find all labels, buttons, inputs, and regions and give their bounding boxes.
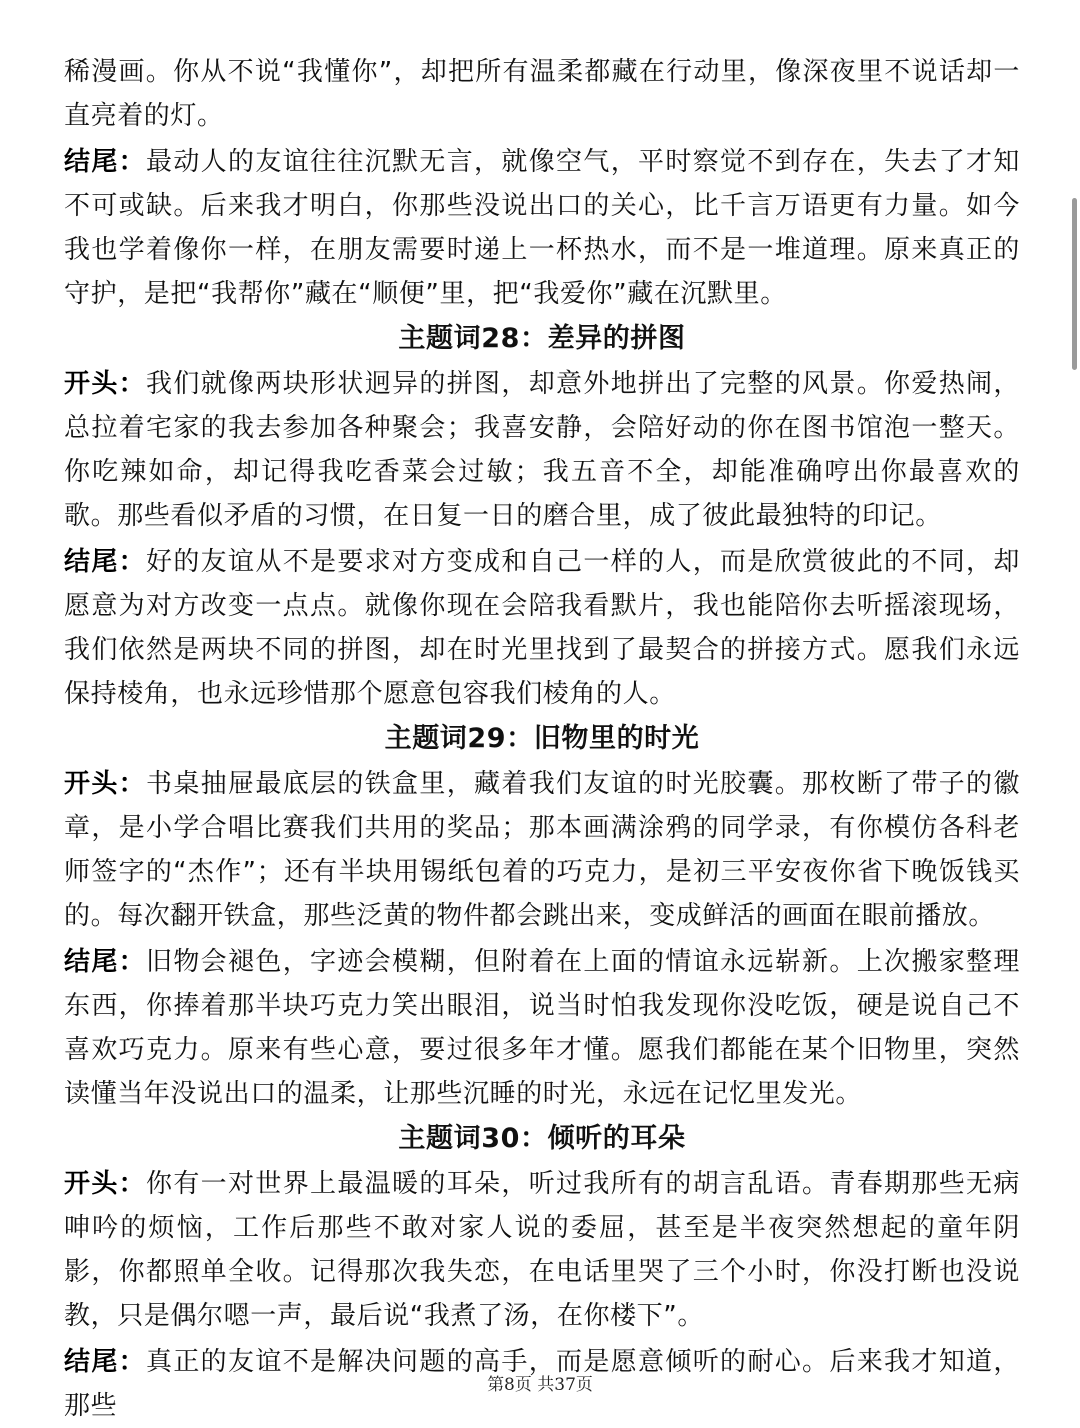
opening-label: 开头： (64, 1169, 147, 1199)
paragraph-text: 旧物会褪色，字迹会模糊，但附着在上面的情谊永远崭新。上次搬家整理东西，你捧着那半块巧克力笑出眼泪，说当时怕我发现你没吃饭，硬是说自己不喜欢巧克力。原来有些心意，要过很多年才懂。愿我们都能在某个旧物里，突然读懂当年没说出口的温柔，让那些沉睡的时光，永远在记忆里发光。 (64, 947, 1020, 1109)
paragraph-text: 真正的友谊不是解决问题的高手，而是愿意倾听的耐心。后来我才知道，那些 (64, 1347, 1020, 1421)
paragraph-27-opening-tail (64, 50, 1020, 138)
section-heading-29: 主题词29：旧物里的时光 (384, 723, 700, 754)
page-number-footer: 第8页 共37页 (487, 1375, 593, 1395)
paragraph-text: 书桌抽屉最底层的铁盒里，藏着我们友谊的时光胶囊。那枚断了带子的徽章，是小学合唱比赛我们共用的奖品；那本画满涂鸦的同学录，有你模仿各科老师签字的“杰作”；还有半块用锡纸包着的巧克力，是初三平安夜你省下晚饭钱买的。每次翻开铁盒，那些泛黄的物件都会跳出来，变成鲜活的画面在眼前播放。 (64, 769, 1020, 931)
paragraph-29-ending (64, 940, 1020, 1116)
paragraph-text: 好的友谊从不是要求对方变成和自己一样的人，而是欣赏彼此的不同，却愿意为对方改变一点点。就像你现在会陪我看默片，我也能陪你去听摇滚现场，我们依然是两块不同的拼图，却在时光里找到了最契合的拼接方式。愿我们永远保持棱角，也永远珍惜那个愿意包容我们棱角的人。 (64, 547, 1020, 709)
paragraph-28-ending (64, 540, 1020, 716)
vertical-scrollbar[interactable] (1068, 0, 1080, 1416)
paragraph-text: 最动人的友谊往往沉默无言，就像空气，平时察觉不到存在，失去了才知不可或缺。后来我才明白，你那些没说出口的关心，比千言万语更有力量。如今我也学着像你一样，在朋友需要时递上一杯热水，而不是一堆道理。原来真正的守护，是把“我帮你”藏在“顺便”里，把“我爱你”藏在沉默里。 (64, 147, 1020, 309)
paragraph-text: 我们就像两块形状迥异的拼图，却意外地拼出了完整的风景。你爱热闹，总拉着宅家的我去参加各种聚会；我喜安静，会陪好动的你在图书馆泡一整天。你吃辣如命，却记得我吃香菜会过敏；我五音不全，却能准确哼出你最喜欢的歌。那些看似矛盾的习惯，在日复一日的磨合里，成了彼此最独特的印记。 (64, 369, 1020, 531)
opening-label: 开头： (64, 369, 147, 399)
paragraph-28-opening (64, 362, 1020, 538)
paragraph-text: 稀漫画。你从不说“我懂你”，却把所有温柔都藏在行动里，像深夜里不说话却一直亮着的灯。 (64, 57, 1020, 131)
ending-label: 结尾： (64, 1347, 147, 1377)
ending-label: 结尾： (64, 147, 147, 177)
paragraph-text: 你有一对世界上最温暖的耳朵，听过我所有的胡言乱语。青春期那些无病呻吟的烦恼，工作后那些不敢对家人说的委屈，甚至是半夜突然想起的童年阴影，你都照单全收。记得那次我失恋，在电话里哭了三个小时，你没打断也没说教，只是偶尔嗯一声，最后说“我煮了汤，在你楼下”。 (64, 1169, 1020, 1331)
document-body (64, 50, 1020, 1428)
section-heading-30: 主题词30：倾听的耳朵 (398, 1123, 686, 1154)
opening-label: 开头： (64, 769, 147, 799)
ending-label: 结尾： (64, 547, 147, 577)
section-heading-28: 主题词28：差异的拼图 (398, 323, 686, 354)
paragraph-29-opening (64, 762, 1020, 938)
ending-label: 结尾： (64, 947, 147, 977)
paragraph-30-opening (64, 1162, 1020, 1338)
scrollbar-thumb[interactable] (1072, 198, 1077, 370)
paragraph-27-ending (64, 140, 1020, 316)
